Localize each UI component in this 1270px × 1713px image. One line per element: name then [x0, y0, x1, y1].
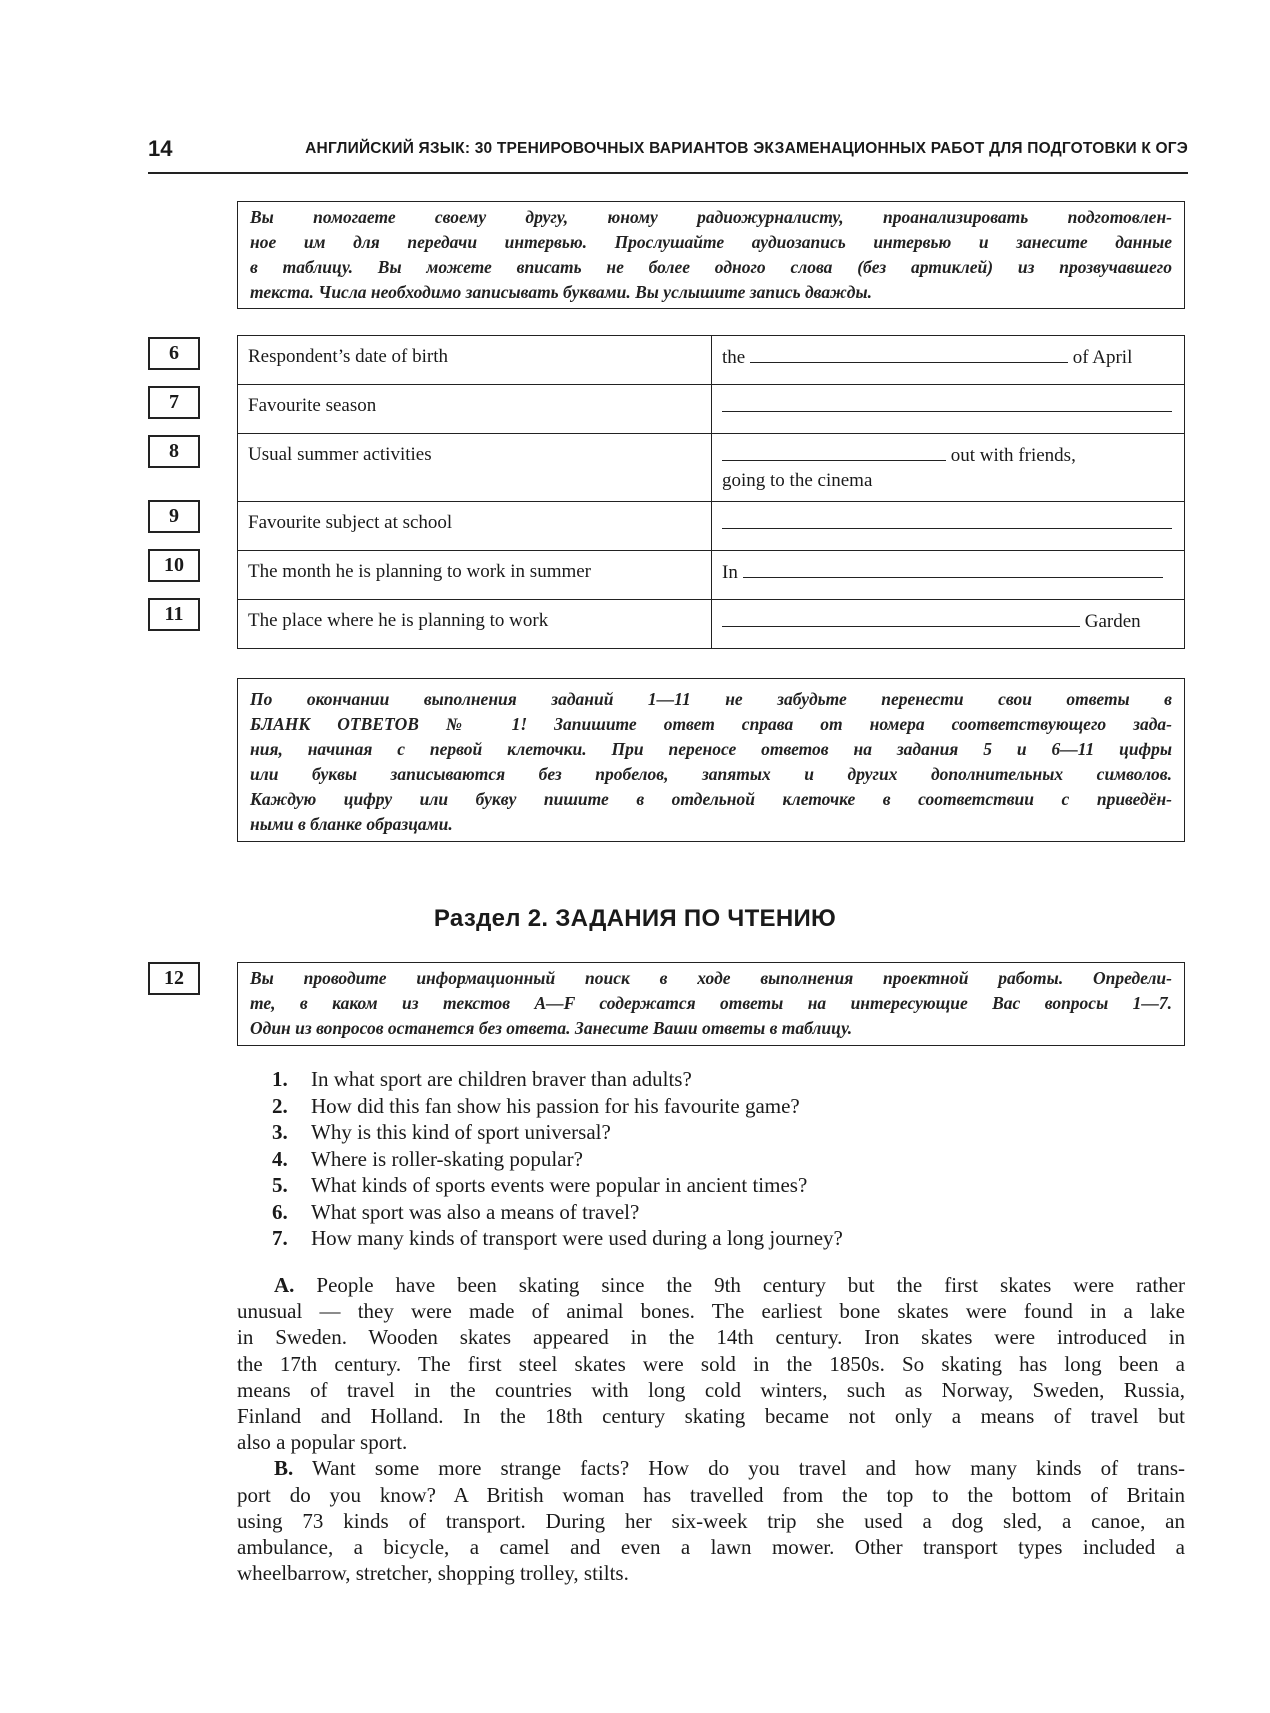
- instruction-line: те, в каком из текстов А—F содержатся ответы на интересующие Вас вопросы 1—7.: [250, 993, 1172, 1013]
- reading-instruction: [250, 966, 1172, 1041]
- answer-blank[interactable]: [743, 559, 1163, 578]
- answer-cell[interactable]: [712, 385, 1185, 434]
- listening-instruction: [250, 205, 1172, 305]
- text-line: wheelbarrow, stretcher, shopping trolley, stilts.: [237, 1561, 629, 1586]
- page-header: [148, 132, 1188, 174]
- question-cell: Respondent’s date of birth: [238, 336, 712, 385]
- text-line: ambulance, a bicycle, a camel and even a lawn mower. Other transport types included a: [237, 1535, 1185, 1560]
- question-number: 5.: [272, 1173, 288, 1197]
- task-number-11: 11: [148, 598, 200, 631]
- text-line: port do you know? A British woman has travelled from the top to the bottom of Britain: [237, 1482, 1185, 1507]
- listening-instruction-box: [237, 201, 1185, 309]
- table-row: [238, 336, 1185, 385]
- instruction-line: текста. Числа необходимо записывать буквами. Вы услышите запись дважды.: [250, 282, 872, 302]
- text-line-content: Want some more strange facts? How do you travel and how many kinds of trans-: [311, 1456, 1185, 1481]
- question-number: 1.: [272, 1067, 288, 1091]
- answer-prefix: the: [722, 347, 746, 368]
- text-line: also a popular sport.: [237, 1430, 408, 1455]
- answer-blank[interactable]: [722, 510, 1172, 529]
- answer-suffix: Garden: [1084, 611, 1141, 632]
- question-number: 7.: [272, 1226, 288, 1250]
- question-cell: The place where he is planning to work: [238, 600, 712, 649]
- instruction-line: ное им для передачи интервью. Прослушайте аудиозапись интервью и занесите данные: [250, 232, 1172, 252]
- instruction-line: По окончании выполнения заданий 1—11 не забудьте перенести свои ответы в: [250, 689, 1172, 709]
- answer-cell[interactable]: [712, 434, 1185, 502]
- question-text: Where is roller-skating popular?: [311, 1146, 583, 1171]
- text-a: [237, 1272, 1185, 1455]
- text-line: [237, 1272, 1185, 1298]
- answer-cell[interactable]: [712, 502, 1185, 551]
- text-line: using 73 kinds of transport. During her six-week trip she used a dog sled, a canoe, an: [237, 1508, 1185, 1533]
- answer-prefix: In: [722, 562, 738, 583]
- text-line: unusual — they were made of animal bones. The earliest bone skates were found in a lake: [237, 1299, 1185, 1324]
- question-number: 4.: [272, 1146, 288, 1171]
- answer-blank[interactable]: [722, 608, 1080, 627]
- question-text: How many kinds of transport were used during a long journey?: [311, 1226, 843, 1250]
- answer-cell[interactable]: [712, 336, 1185, 385]
- question-text: Why is this kind of sport universal?: [311, 1120, 611, 1144]
- question-cell: The month he is planning to work in summer: [238, 551, 712, 600]
- instruction-line: БЛАНК ОТВЕТОВ № 1! Запишите ответ справа от номера соответствующего зада-: [250, 714, 1172, 734]
- question-text: In what sport are children braver than adults?: [311, 1067, 692, 1091]
- answer-suffix: of April: [1072, 347, 1133, 368]
- instruction-line: в таблицу. Вы можете вписать не более одного слова (без артиклей) из прозвучавшего: [250, 257, 1172, 277]
- list-item: [272, 1146, 1172, 1173]
- reading-instruction-box: [237, 962, 1185, 1046]
- list-item: [272, 1066, 1172, 1093]
- reading-texts: [237, 1272, 1185, 1586]
- table-row: [238, 502, 1185, 551]
- instruction-line: ния, начиная с первой клеточки. При переносе ответов на задания 5 и 6—11 цифры: [250, 739, 1172, 759]
- answer-line2: going to the cinema: [722, 470, 873, 491]
- transfer-instruction: [250, 687, 1172, 837]
- instruction-line: ными в бланке образцами.: [250, 814, 453, 834]
- instruction-line: Вы помогаете своему другу, юному радиожурналисту, проанализировать подготовлен-: [250, 207, 1172, 227]
- instruction-line: Один из вопросов останется без ответа. Занесите Ваши ответы в таблицу.: [250, 1018, 853, 1038]
- answer-blank[interactable]: [722, 393, 1172, 412]
- task-number-8: 8: [148, 435, 200, 468]
- table-row: [238, 600, 1185, 649]
- text-line: Finland and Holland. In the 18th century skating became not only a means of travel but: [237, 1404, 1185, 1429]
- text-line: in Sweden. Wooden skates appeared in the 14th century. Iron skates were introduced in: [237, 1325, 1185, 1350]
- list-item: [272, 1199, 1172, 1226]
- answer-cell[interactable]: [712, 600, 1185, 649]
- table-row: [238, 551, 1185, 600]
- list-item: [272, 1093, 1172, 1120]
- text-line: means of travel in the countries with long cold winters, such as Norway, Sweden, Russia,: [237, 1377, 1185, 1402]
- question-cell: Favourite season: [238, 385, 712, 434]
- answers-table: [237, 335, 1185, 649]
- task-number-9: 9: [148, 500, 200, 533]
- transfer-instruction-box: [237, 678, 1185, 842]
- list-item: [272, 1172, 1172, 1199]
- question-cell: Usual summer activities: [238, 434, 712, 502]
- task-number-6: 6: [148, 337, 200, 370]
- question-text: What kinds of sports events were popular in ancient times?: [311, 1173, 808, 1197]
- list-item: [272, 1119, 1172, 1146]
- table-row: [238, 434, 1185, 502]
- page-number: 14: [148, 136, 173, 161]
- question-text: What sport was also a means of travel?: [311, 1199, 640, 1224]
- question-number: 3.: [272, 1120, 288, 1144]
- task-number-12: 12: [148, 962, 200, 995]
- task-number-7: 7: [148, 386, 200, 419]
- list-item: [272, 1225, 1172, 1252]
- section-title: Раздел 2. ЗАДАНИЯ ПО ЧТЕНИЮ: [433, 905, 837, 932]
- instruction-line: или буквы записываются без пробелов, запятых и других дополнительных символов.: [250, 764, 1172, 784]
- running-title: АНГЛИЙСКИЙ ЯЗЫК: 30 ТРЕНИРОВОЧНЫХ ВАРИАНТОВ ЭКЗАМЕНАЦИОННЫХ РАБОТ ДЛЯ ПОДГОТОВКИ К ОГЭ: [305, 140, 1188, 157]
- question-number: 2.: [272, 1093, 288, 1118]
- question-text: How did this fan show his passion for his favourite game?: [311, 1093, 800, 1118]
- task-number-10: 10: [148, 549, 200, 582]
- instruction-line: Вы проводите информационный поиск в ходе выполнения проектной работы. Определи-: [250, 968, 1172, 988]
- answer-suffix: out with friends,: [950, 445, 1076, 466]
- text-label: B.: [274, 1456, 294, 1481]
- text-line: the 17th century. The first steel skates were sold in the 1850s. So skating has long been a: [237, 1351, 1185, 1376]
- text-b: [237, 1455, 1185, 1586]
- instruction-line: Каждую цифру или букву пишите в отдельной клеточке в соответствии с приведён-: [250, 789, 1172, 809]
- answer-cell[interactable]: [712, 551, 1185, 600]
- question-number: 6.: [272, 1199, 288, 1224]
- question-list: [272, 1066, 1172, 1252]
- answer-blank[interactable]: [722, 442, 946, 461]
- question-cell: Favourite subject at school: [238, 502, 712, 551]
- answer-blank[interactable]: [750, 344, 1068, 363]
- text-line: [237, 1455, 1185, 1481]
- table-row: [238, 385, 1185, 434]
- text-line-content: People have been skating since the 9th century but the first skates were rather: [316, 1273, 1186, 1297]
- text-label: A.: [274, 1273, 295, 1297]
